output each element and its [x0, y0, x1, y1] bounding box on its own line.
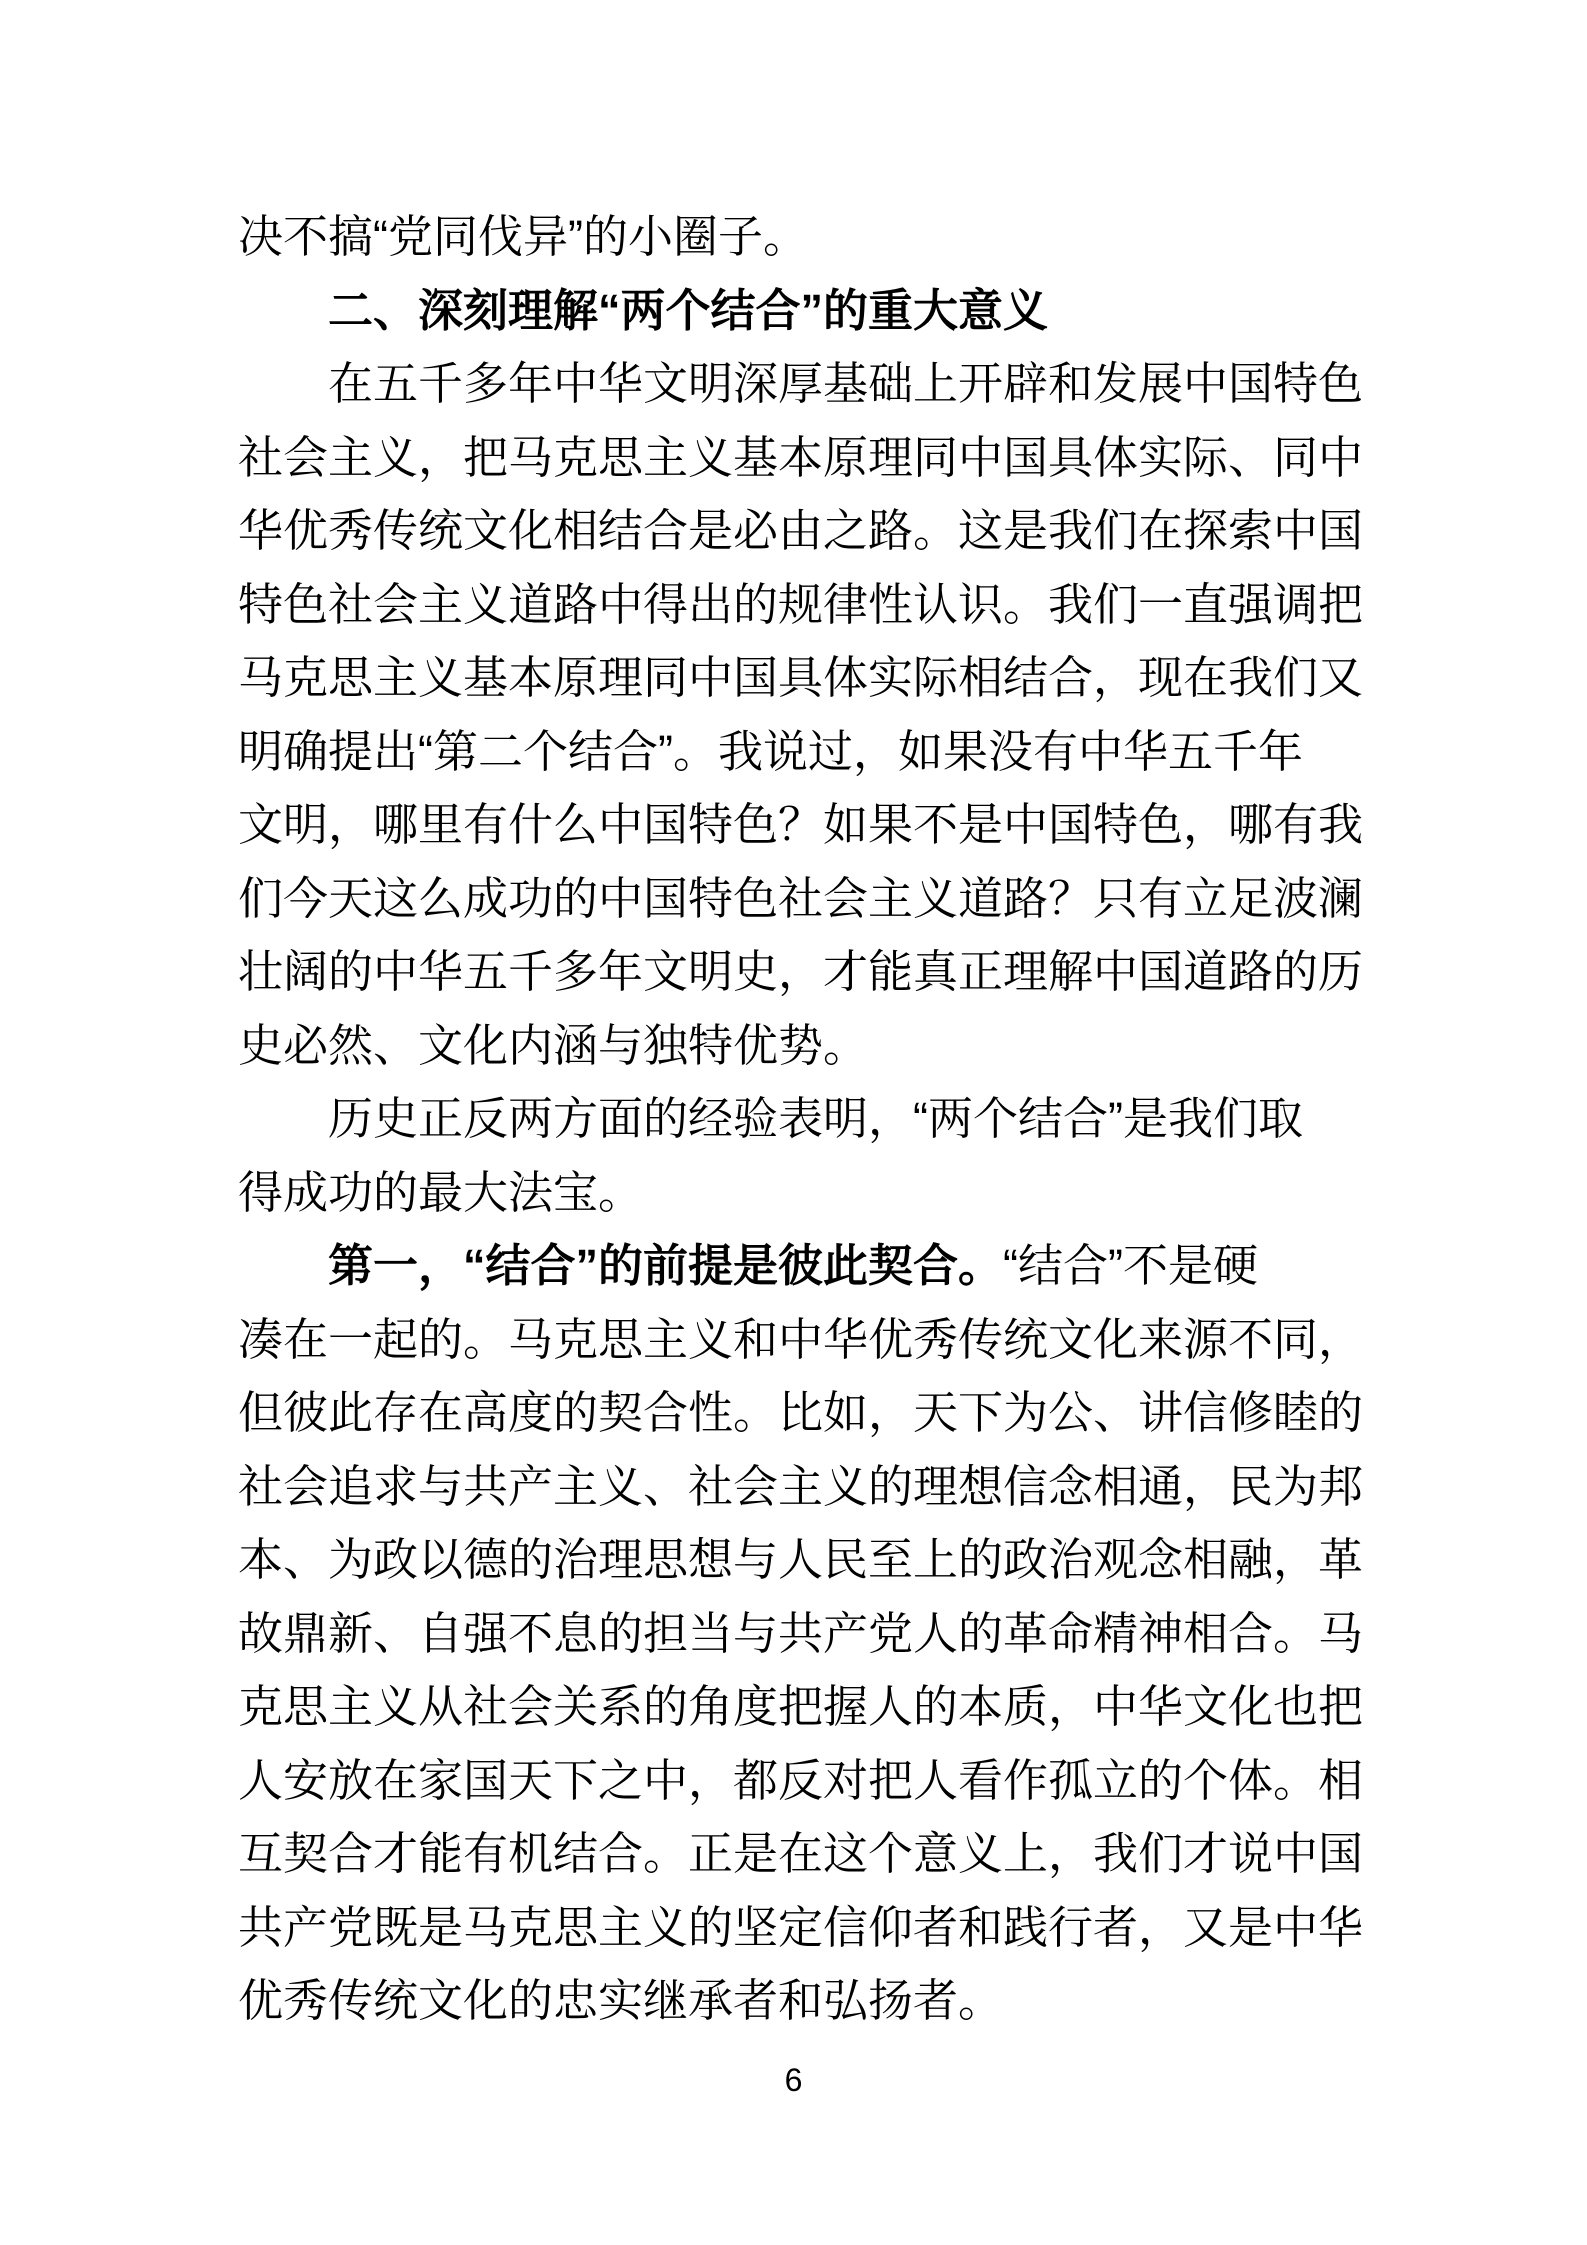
text-run: 本、为政以德的治理思想与人民至上的政治观念相融，革	[238, 1534, 1364, 1585]
paragraph-line	[238, 1670, 1363, 1744]
text-run: 互契合才能有机结合。正是在这个意义上，我们才说中国	[238, 1828, 1364, 1879]
text-run: 得成功的最大法宝。	[238, 1166, 644, 1218]
text-run: 决不搞“党同伐异”的小圈子。	[238, 211, 808, 262]
text-run: 壮阔的中华五千多年文明史，才能真正理解中国道路的历	[238, 946, 1364, 997]
text-run: 明确提出“第二个结合”。我说过，如果没有中华五千年	[238, 725, 1303, 777]
text-run: 历史正反两方面的经验表明，“两个结合”是我们取	[328, 1093, 1303, 1144]
text-run: 在五千多年中华文明深厚基础上开辟和发展中国特色	[328, 358, 1364, 409]
text-run: “结合”不是硬	[1003, 1240, 1258, 1291]
text-run: 华优秀传统文化相结合是必由之路。这是我们在探索中国	[238, 505, 1364, 556]
text-run: 克思主义从社会关系的角度把握人的本质，中华文化也把	[238, 1681, 1364, 1732]
text-run: 优秀传统文化的忠实继承者和弘扬者。	[238, 1975, 1004, 2026]
section-heading-line	[238, 274, 1363, 348]
paragraph-line	[238, 1156, 1363, 1230]
paragraph-line	[238, 1229, 1363, 1303]
paragraph-line	[238, 1597, 1363, 1671]
text-run: 社会追求与共产主义、社会主义的理想信念相通，民为邦	[238, 1460, 1364, 1512]
paragraph-line	[238, 1744, 1363, 1818]
text-run: 文明，哪里有什么中国特色？如果不是中国特色，哪有我	[238, 799, 1364, 850]
bold-text-run: 二、深刻理解“两个结合”的重大意义	[328, 284, 1049, 336]
text-run: 马克思主义基本原理同中国具体实际相结合，现在我们又	[238, 652, 1364, 703]
text-run: 社会主义，把马克思主义基本原理同中国具体实际、同中	[238, 431, 1364, 483]
paragraph-line	[238, 1964, 1363, 2038]
text-run: 史必然、文化内涵与独特优势。	[238, 1019, 869, 1071]
text-run: 故鼎新、自强不息的担当与共产党人的革命精神相合。马	[238, 1607, 1364, 1659]
page-number: 6	[784, 2062, 803, 2098]
text-run: 凑在一起的。马克思主义和中华优秀传统文化来源不同，	[238, 1313, 1364, 1365]
bold-text-run: 第一，“结合”的前提是彼此契合。	[328, 1240, 1004, 1291]
document-body	[238, 200, 1363, 2038]
paragraph-line	[238, 347, 1363, 421]
paragraph-line	[238, 1450, 1363, 1524]
text-run: 人安放在家国天下之中，都反对把人看作孤立的个体。相	[238, 1754, 1364, 1806]
paragraph-line	[238, 568, 1363, 642]
paragraph-line	[238, 1891, 1363, 1965]
text-run: 们今天这么成功的中国特色社会主义道路？只有立足波澜	[238, 872, 1364, 924]
paragraph-line	[238, 788, 1363, 862]
paragraph-line	[238, 1009, 1363, 1083]
paragraph-line	[238, 1303, 1363, 1377]
paragraph-line	[238, 1376, 1363, 1450]
paragraph-line	[238, 1523, 1363, 1597]
paragraph-line	[238, 715, 1363, 789]
paragraph-line	[238, 935, 1363, 1009]
paragraph-continuation-line	[238, 200, 1363, 274]
paragraph-line	[238, 641, 1363, 715]
paragraph-line	[238, 494, 1363, 568]
text-run: 特色社会主义道路中得出的规律性认识。我们一直强调把	[238, 578, 1364, 630]
paragraph-line	[238, 1082, 1363, 1156]
paragraph-line	[238, 421, 1363, 495]
text-run: 共产党既是马克思主义的坚定信仰者和践行者，又是中华	[238, 1901, 1364, 1953]
paragraph-line	[238, 862, 1363, 936]
text-run: 但彼此存在高度的契合性。比如，天下为公、讲信修睦的	[238, 1387, 1364, 1438]
paragraph-line	[238, 1817, 1363, 1891]
